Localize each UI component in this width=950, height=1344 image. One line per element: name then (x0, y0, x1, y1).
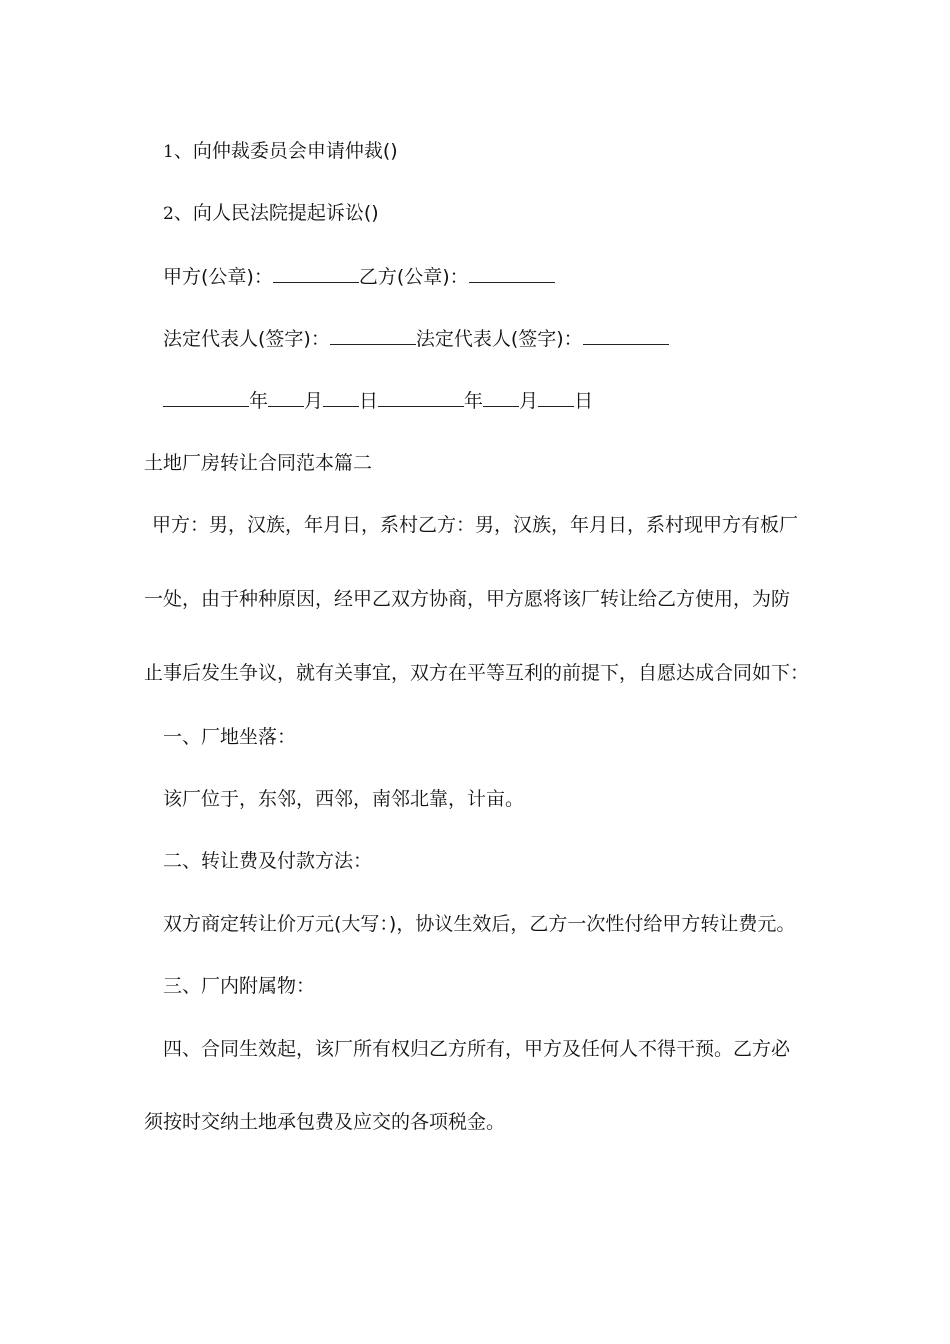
clause-2-heading: 二、转让费及付款方法： (163, 850, 373, 872)
clause-1-body: 该厂位于，东邻，西邻，南邻北靠，计亩。 (163, 788, 525, 810)
party-a-rep-label: 法定代表人(签字)： (163, 328, 330, 350)
clause-4-line-2: 须按时交纳土地承包费及应交的各项税金。 (144, 1111, 506, 1133)
representative-line (163, 326, 669, 351)
month-label: 月 (519, 390, 539, 412)
party-b-rep-label: 法定代表人(签字)： (415, 328, 583, 350)
day-blank-a[interactable] (323, 388, 359, 407)
intro-line-1: 甲方：男，汉族，年月日，系村乙方：男，汉族，年月日，系村现甲方有板厂 (152, 514, 799, 536)
clause-2-body: 双方商定转让价万元(大写：)，协议生效后，乙方一次性付给甲方转让费元。 (163, 913, 796, 935)
month-blank-a[interactable] (268, 388, 304, 407)
party-a-seal-label: 甲方(公章)： (163, 266, 273, 288)
year-label: 年 (464, 390, 484, 412)
seal-line (163, 264, 555, 289)
arbitration-option-1 (163, 139, 398, 164)
clause-4-line-1: 四、合同生效起，该厂所有权归乙方所有，甲方及任何人不得干预。乙方必 (163, 1038, 791, 1060)
option-text: 、向仲裁委员会申请仲裁() (173, 140, 398, 162)
month-blank-b[interactable] (483, 388, 519, 407)
clause-3-heading: 三、厂内附属物： (163, 975, 316, 997)
option-text: 、向人民法院提起诉讼() (173, 202, 379, 224)
arbitration-option-2 (163, 201, 379, 226)
clause-1-heading: 一、厂地坐落： (163, 726, 297, 748)
day-label: 日 (359, 390, 379, 412)
date-line (163, 388, 593, 413)
party-a-rep-blank[interactable] (330, 326, 416, 345)
party-b-seal-blank[interactable] (469, 264, 555, 283)
party-b-rep-blank[interactable] (583, 326, 669, 345)
day-blank-b[interactable] (538, 388, 574, 407)
intro-line-3: 止事后发生争议，就有关事宜，双方在平等互利的前提下，自愿达成合同如下： (144, 662, 810, 684)
section-title: 土地厂房转让合同范本篇二 (144, 452, 373, 474)
year-blank-b[interactable] (378, 388, 464, 407)
option-number: 1 (163, 142, 174, 162)
year-blank-a[interactable] (163, 388, 249, 407)
day-label: 日 (574, 390, 594, 412)
party-a-seal-blank[interactable] (273, 264, 359, 283)
option-number: 2 (163, 204, 174, 224)
intro-line-2: 一处，由于种种原因，经甲乙双方协商，甲方愿将该厂转让给乙方使用，为防 (144, 588, 791, 610)
party-b-seal-label: 乙方(公章)： (358, 266, 469, 288)
month-label: 月 (304, 390, 324, 412)
year-label: 年 (249, 390, 269, 412)
